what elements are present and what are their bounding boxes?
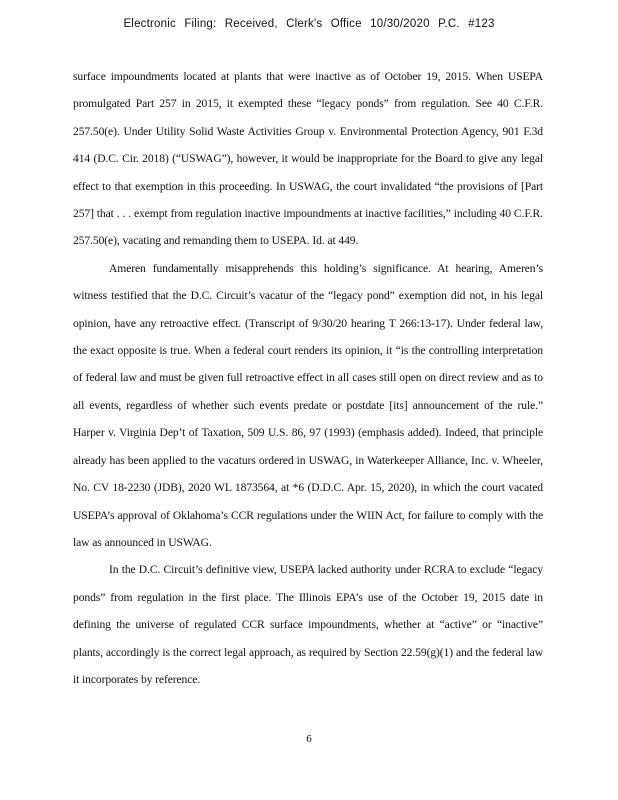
filing-header: Electronic Filing: Received, Clerk's Office 10/30/2020 P.C. #123 bbox=[123, 18, 495, 30]
page-number: 6 bbox=[306, 733, 312, 745]
paragraph-ameren: Ameren fundamentally misapprehends this holding’s significance. At hearing, Ameren’s witness testified that the D.C. Circuit’s vacatur of the “legacy pond” exemption did not, in his legal opinion, have any retroactive effect. (Transcript of 9/30/20 hearing T 266:13-17). Under federal law, the exact opposite is true. When a federal court renders its opinion, it “is the controlling interpretation of federal law and must be given full retroactive effect in all cases still open on direct review and as to all events, regardless of whether such events predate or postdate [its] announcement of the rule.” Harper v. Virginia Dep’t of Taxation, 509 U.S. 86, 97 (1993) (emphasis added). Indeed, that principle already has been applied to the vacaturs ordered in USWAG, in Waterkeeper Alliance, Inc. v. Wheeler, No. CV 18-2230 (JDB), 2020 WL 1873564, at *6 (D.D.C. Apr. 15, 2020), in which the court vacated USEPA’s approval of Oklahoma’s CCR regulations under the WIIN Act, for failure to comply with the law as announced in USWAG. bbox=[73, 261, 543, 549]
paragraph-dc-circuit: In the D.C. Circuit’s definitive view, USEPA lacked authority under RCRA to exclude “legacy ponds” from regulation in the first place. The Illinois EPA’s use of the October 19, 2015 date in defining the universe of regulated CCR surface impoundments, whether at “active” or “inactive” plants, accordingly is the correct legal approach, as required by Section 22.59(g)(1) and the federal law it incorporates by reference. bbox=[73, 563, 543, 686]
body-text bbox=[73, 63, 543, 693]
paragraph-continuation: surface impoundments located at plants that were inactive as of October 19, 2015. When USEPA promulgated Part 257 in 2015, it exempted these “legacy ponds” from regulation. See 40 C.F.R. 257.50(e). Under Utility Solid Waste Activities Group v. Environmental Protection Agency, 901 F.3d 414 (D.C. Cir. 2018) (“USWAG”), however, it would be inappropriate for the Board to give any legal effect to that exemption in this proceeding. In USWAG, the court invalidated “the provisions of [Part 257] that . . . exempt from regulation inactive impoundments at inactive facilities,” including 40 C.F.R. 257.50(e), vacating and remanding them to USEPA. Id. at 449. bbox=[73, 70, 543, 248]
